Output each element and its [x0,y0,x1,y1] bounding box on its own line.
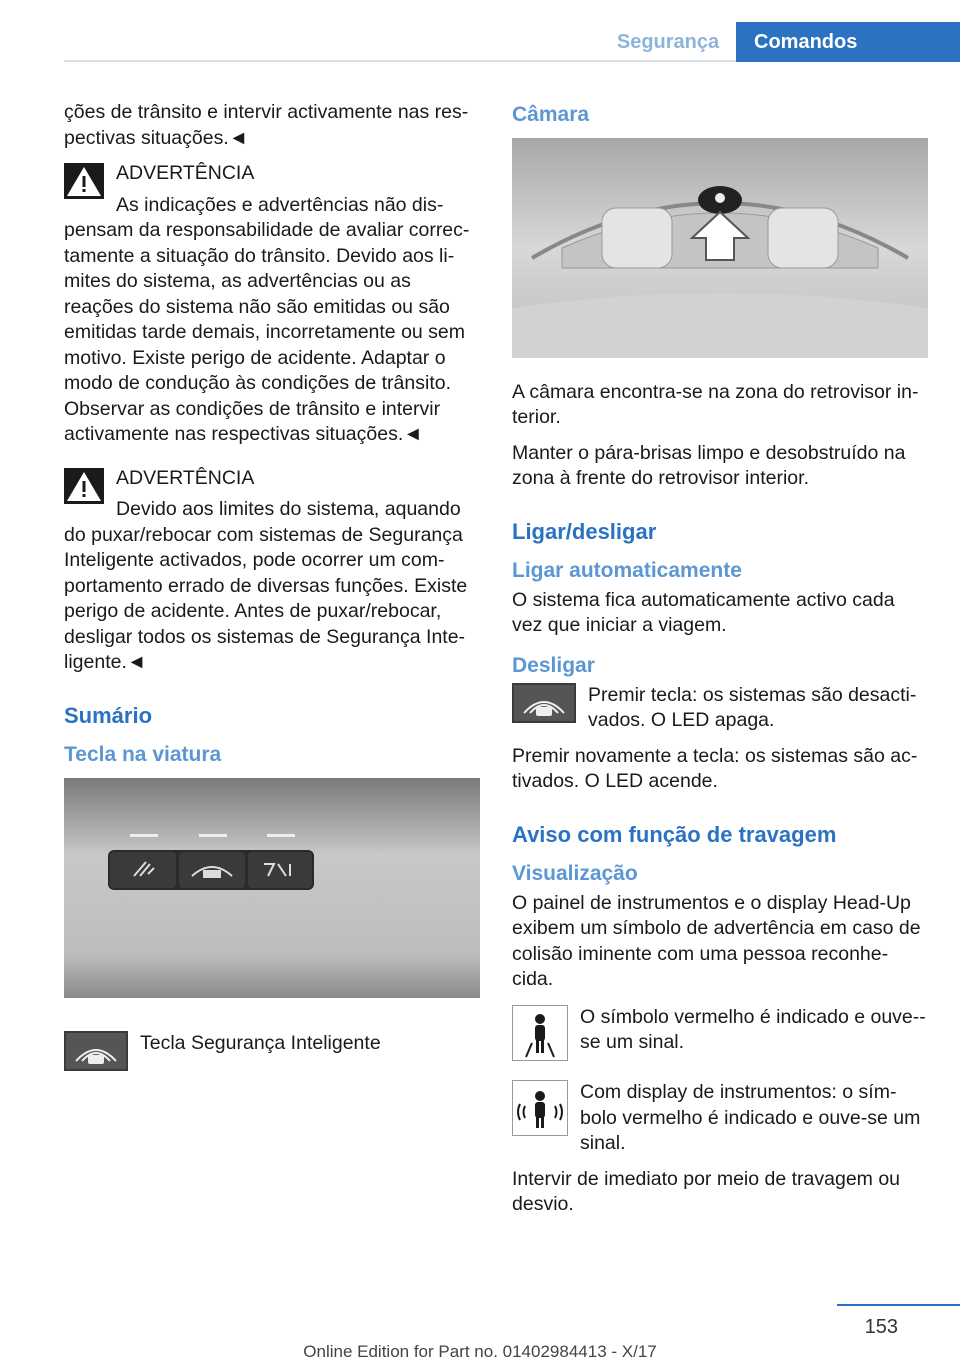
warning-body: As indicações e advertências não dis-pensam da responsabilidade de avaliar correc-tamente a situação do trânsito. Devido aos li-mites do sistema, as advertências ou as reações do sistema não são emitidas ou são emitidas tarde demais, incorretamente ou sem motivo. Existe perigo de acidente. Adaptar o modo de condução às condições de trânsito. Observar as condições de trânsito e intervir activamente nas respectivas situações.◄ [64,193,470,445]
heading-button-in-vehicle: Tecla na viatura [64,742,222,766]
page-number: 153 [864,1316,898,1338]
heading-off: Desligar [512,653,595,677]
camera-location-text: A câmara encontra-se na zona do retrovisor in-terior. [512,380,919,428]
button-caption: Tecla Segurança Inteligente [140,1032,381,1054]
right-column [512,100,928,1228]
warning-block-2 [64,466,480,676]
warning-triangle-icon [64,468,104,504]
warning-body: Devido aos limites do sistema, aquando do puxar/rebocar com sistemas de Segurança Inteligente activados, pode ocorrer um com-portamento errado de diversas funções. Existe perigo de acidente. Antes de puxar/rebocar, desligar todos os sistemas de Segurança Inte-ligente.◄ [64,498,468,673]
symbol-row-1 [512,1005,928,1069]
symbol1-text: O símbolo vermelho é indicado e ouve--se um sinal. [580,1005,926,1053]
warning-title: ADVERTÊNCIA [116,466,255,489]
intelligent-safety-button-icon [64,1031,128,1071]
intelligent-safety-button-icon [512,683,576,723]
pedestrian-sound-warning-icon [512,1080,568,1136]
camera-photo [512,138,928,358]
footer-rule [837,1304,960,1306]
heading-summary: Sumário [64,702,153,728]
heading-camera: Câmara [512,103,590,126]
auto-on-text: O sistema fica automaticamente activo cada vez que iniciar a viagem. [512,588,895,636]
heading-auto-on: Ligar automaticamente [512,558,742,582]
symbol2-text: Com display de instrumentos: o sím-bolo vermelho é indicado e ouve-se um sinal. [580,1081,921,1154]
off-icon-row [512,683,928,734]
final-instruction-text: Intervir de imediato por meio de travagem ou desvio. [512,1167,901,1215]
intro-paragraph: ções de trânsito e intervir activamente nas res-pectivas situações.◄ [64,101,469,149]
left-column [64,100,480,1089]
symbol-row-2 [512,1080,928,1157]
pedestrian-warning-icon [512,1005,568,1061]
reactivate-text: Premir novamente a tecla: os sistemas são ac-tivados. O LED acende. [512,744,918,792]
off-instruction-text: Premir tecla: os sistemas são desacti-vados. O LED apaga. [588,683,917,731]
camera-clean-text: Manter o pára-brisas limpo e desobstruído na zona à frente do retrovisor interior. [512,441,906,489]
warning-block-1 [64,161,480,448]
header-section-label: Segurança [616,30,720,53]
display-text: O painel de instrumentos e o display Head-Up exibem um símbolo de advertência em caso de colisão iminente com uma pessoa reconhe-cida. [512,891,921,990]
edition-footer: Online Edition for Part no. 01402984413 - X/17 [303,1342,657,1361]
warning-title: ADVERTÊNCIA [116,162,255,184]
header-tab-commands: Comandos [736,22,960,62]
heading-display: Visualização [512,861,638,885]
vehicle-button-photo [64,778,480,998]
button-legend-row [64,1031,480,1079]
warning-triangle-icon [64,163,104,199]
heading-warning-braking: Aviso com função de travagem [512,821,837,847]
heading-on-off: Ligar/desligar [512,518,657,544]
